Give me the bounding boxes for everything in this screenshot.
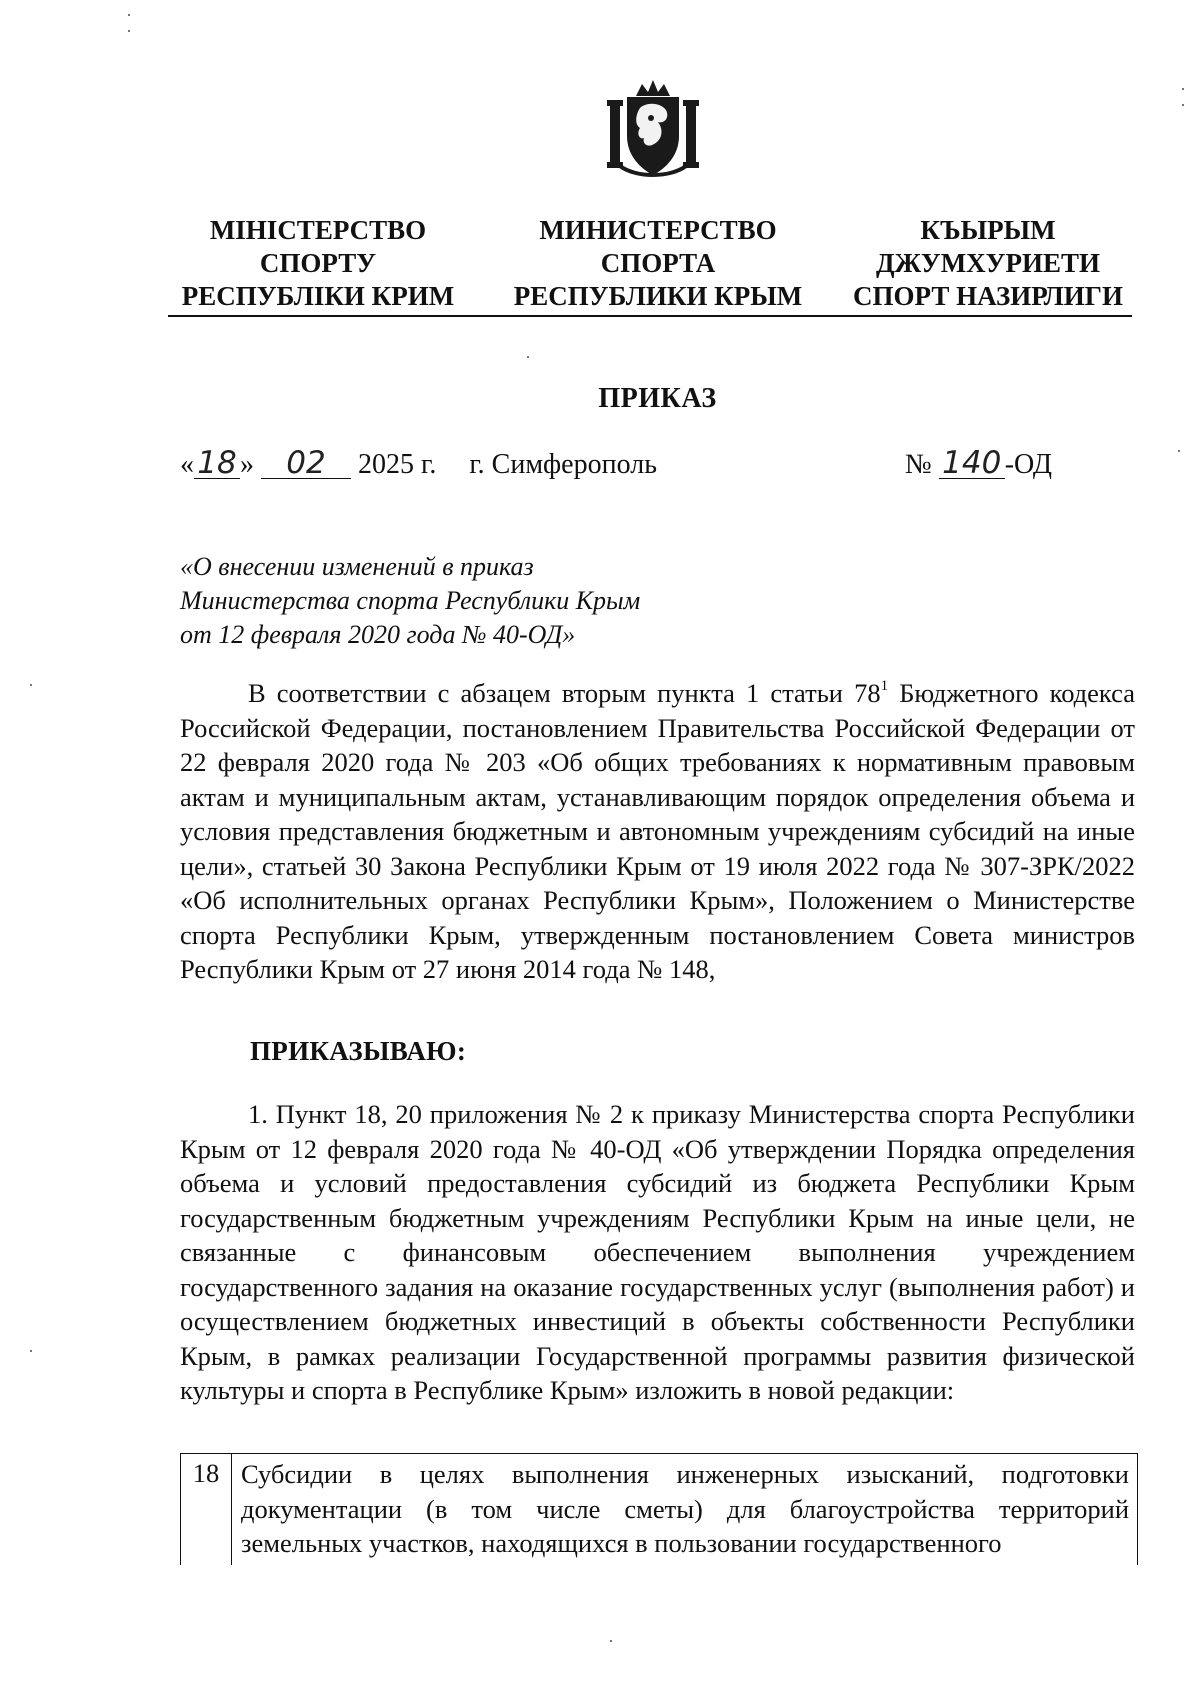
ministry-line: РЕСПУБЛІКИ КРИМ	[181, 281, 455, 311]
scan-artifact	[128, 14, 130, 16]
scan-artifact	[1182, 104, 1184, 106]
ministry-line: МИНИСТЕРСТВО	[539, 215, 777, 245]
order-item-1: 1. Пункт 18, 20 приложения № 2 к приказу Министерства спорта Республики Крым от 12 февраля 2020 года № 40-ОД «Об утверждении Порядка определения объема и условий предоставления субсидий из бюджета Республики Крым государственным бюджетным учреждениям Республики Крым на иные цели, не связанные с финансовым обеспечением выполнения учреждением государственного задания на оказание государственных услуг (выполнения работ) и осуществлением бюджетных инвестиций в объекты собственности Республики Крым, в рамках реализации Государственной программы развития физической культуры и спорта в Республике Крым» изложить в новой редакции:	[180, 1099, 1135, 1405]
subject-line: Министерства спорта Республики Крым	[180, 586, 641, 615]
order-subject	[180, 550, 640, 652]
preamble-text-start: В соответствии с абзацем вторым пункта 1 статьи 78	[248, 678, 881, 708]
ministry-header	[168, 214, 1128, 313]
order-date	[180, 445, 657, 481]
number-sign: №	[905, 449, 932, 480]
scan-artifact	[30, 1350, 32, 1352]
ministry-line: СПОРТУ	[259, 248, 377, 278]
subject-line: «О внесении изменений в приказ	[180, 552, 534, 581]
ministry-line: МІНІСТЕРСТВО	[209, 215, 427, 245]
scan-artifact	[1178, 450, 1180, 452]
order-number-suffix: -ОД	[1004, 449, 1052, 480]
subject-line: от 12 февраля 2020 года № 40-ОД»	[180, 620, 576, 649]
preamble-text-rest: Бюджетного кодекса Российской Федерации, постановлением Правительства Российской Федерации от 22 февраля 2020 года № 203 «Об общих требованиях к нормативным правовым актам и муниципальным актам, устанавливающим порядок определения объема и условия представления бюджетным и автономным учреждениям субсидий на иные цели», статьей 30 Закона Республики Крым от 19 июля 2022 года № 307-ЗРК/2022 «Об исполнительных органах Республики Крым», Положением о Министерстве спорта Республики Крым, утвержденным постановлением Совета министров Республики Крым от 27 июня 2014 года № 148,	[180, 678, 1135, 984]
date-year: 2025 г.	[358, 449, 437, 480]
ministry-name-ukrainian	[168, 214, 468, 313]
ministry-line: СПОРТА	[600, 248, 716, 278]
order-city: г. Симферополь	[469, 449, 657, 480]
scan-artifact	[30, 684, 32, 686]
scan-artifact	[527, 356, 529, 358]
date-month: 02	[261, 448, 351, 479]
date-close-quote: »	[240, 449, 254, 480]
order-directive: ПРИКАЗЫВАЮ:	[250, 1036, 467, 1066]
ministry-name-crimean-tatar	[848, 214, 1128, 313]
document-type-title: ПРИКАЗ	[598, 383, 717, 414]
article-superscript: 1	[880, 678, 889, 694]
header-divider	[168, 315, 1132, 317]
scan-artifact	[1182, 88, 1184, 90]
preamble-paragraph	[180, 676, 1135, 987]
scan-artifact	[610, 1640, 612, 1642]
table-row-number: 18	[181, 1454, 232, 1565]
date-day: 18	[194, 448, 240, 479]
order-number	[905, 445, 1052, 481]
ministry-line: РЕСПУБЛИКИ КРЫМ	[513, 281, 803, 311]
amendment-table	[180, 1453, 1138, 1565]
ministry-line: ДЖУМХУРИЕТИ	[875, 248, 1100, 278]
ministry-name-russian	[503, 214, 813, 313]
date-open-quote: «	[180, 449, 194, 480]
order-number-value: 140	[939, 448, 1005, 479]
ministry-line: СПОРТ НАЗИРЛИГИ	[853, 281, 1123, 311]
table-row-text: Субсидии в целях выполнения инженерных изысканий, подготовки документации (в том числе сметы) для благоустройства территорий земельных участков, находящихся в пользовании государственного	[241, 1459, 1129, 1558]
scan-artifact	[128, 30, 130, 32]
coat-of-arms-icon	[606, 78, 700, 180]
ministry-line: КЪЫРЫМ	[920, 215, 1056, 245]
